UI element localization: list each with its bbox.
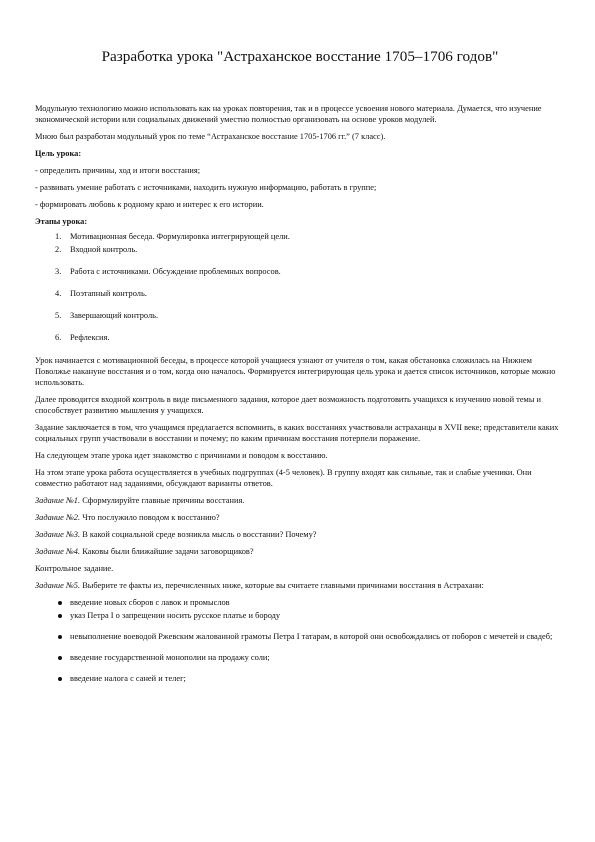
body-paragraph: Задание заключается в том, что учащимся предлагается вспомнить, в каких восстаниях участвовали астраханцы в XVII веке; представители каких социальных групп участвовали в восстании и почему; по каким причинам восстания потерпели поражение.	[35, 423, 559, 443]
list-item	[35, 310, 565, 321]
goal-item: - определить причины, ход и итоги восстания;	[35, 166, 201, 175]
list-item	[35, 673, 565, 684]
stages-heading: Этапы урока:	[35, 217, 88, 226]
list-item	[35, 288, 565, 299]
list-item	[35, 266, 565, 277]
list-item-text: Завершающий контроль.	[70, 311, 159, 320]
stages-list	[35, 231, 565, 343]
task-4	[35, 546, 565, 557]
list-item	[35, 332, 565, 343]
list-item	[35, 610, 565, 621]
list-item-text: Входной контроль.	[70, 245, 138, 254]
body-paragraph: На этом этапе урока работа осуществляется в учебных подгруппах (4-5 человек). В группу входят как сильные, так и слабые ученики. Они совместно работают над заданиями, обсуждают варианты ответов.	[35, 468, 532, 488]
list-item	[35, 231, 565, 242]
list-item	[35, 652, 565, 663]
control-label: Контрольное задание.	[35, 564, 114, 573]
bullet-icon	[58, 635, 62, 639]
list-item	[35, 244, 565, 255]
task-5	[35, 580, 565, 591]
list-item	[35, 597, 565, 608]
list-number: 3.	[55, 267, 62, 276]
list-number: 5.	[55, 311, 62, 320]
task-text: В какой социальной среде возникла мысль о восстании? Почему?	[80, 530, 317, 539]
list-item-text: Поэтапный контроль.	[70, 289, 147, 298]
causes-list	[35, 597, 565, 684]
goal-item: - формировать любовь к родному краю и интерес к его истории.	[35, 200, 264, 209]
list-number: 1.	[55, 232, 62, 241]
bullet-icon	[58, 614, 62, 618]
goal-heading: Цель урока:	[35, 149, 82, 158]
bullet-icon	[58, 656, 62, 660]
body-paragraph: На следующем этапе урока идет знакомство с причинами и поводом к восстанию.	[35, 451, 328, 460]
document-page	[35, 48, 565, 684]
task-text: Сформулируйте главные причины восстания.	[80, 496, 245, 505]
task-label: Задание №1.	[35, 496, 81, 505]
body-paragraph: Далее проводится входной контроль в виде письменного задания, которое дает возможность подготовить учащихся к изучению новой темы и способствует развитию мышления у учащихся.	[35, 395, 542, 415]
list-item-text: Мотивационная беседа. Формулировка интегрирующей цели.	[70, 232, 290, 241]
list-number: 6.	[55, 333, 62, 342]
task-label: Задание №2.	[35, 513, 81, 522]
body-paragraph: Урок начинается с мотивационной беседы, в процессе которой учащиеся узнают от учителя о том, какая обстановка сложилась на Нижнем Поволжье накануне восстания и о том, когда оно началось. Формируется интегрирующая цель урока и дается список источников, которые можно использовать.	[35, 356, 556, 387]
list-item-text: Работа с источниками. Обсуждение проблемных вопросов.	[70, 267, 281, 276]
task-2	[35, 512, 565, 523]
task-text: Что послужило поводом к восстанию?	[80, 513, 220, 522]
intro-paragraph: Модульную технологию можно использовать как на уроках повторения, так и в процессе усвоения нового материала. Думается, что изучение экономической истории или социальных движений уместно полностью организовать на основе уроков модулей.	[35, 104, 542, 124]
task-text: Выберите те факты из, перечисленных ниже, которые вы считаете главными причинами восстания в Астрахани:	[80, 581, 484, 590]
list-item-text: введение налога с саней и телег;	[70, 674, 186, 683]
intro-paragraph: Мною был разработан модульный урок по теме “Астраханское восстание 1705-1706 гг.” (7 класс).	[35, 132, 386, 141]
task-text: Каковы были ближайшие задачи заговорщиков?	[80, 547, 254, 556]
task-3	[35, 529, 565, 540]
list-number: 2.	[55, 245, 62, 254]
page-title: Разработка урока "Астраханское восстание 1705–1706 годов"	[101, 48, 499, 65]
task-label: Задание №4.	[35, 547, 81, 556]
list-number: 4.	[55, 289, 62, 298]
goal-item: - развивать умение работать с источниками, находить нужную информацию, работать в группе;	[35, 183, 377, 192]
task-label: Задание №3.	[35, 530, 81, 539]
task-1	[35, 495, 565, 506]
task-label: Задание №5.	[35, 581, 81, 590]
bullet-icon	[58, 677, 62, 681]
list-item	[35, 631, 565, 642]
list-item-text: указ Петра I о запрещении носить русское платье и бороду	[70, 611, 281, 620]
list-item-text: невыполнение воеводой Ржевским жалованной грамоты Петра I татарам, в которой они освобождались от поборов с мечетей и свадеб;	[70, 632, 553, 641]
list-item-text: Рефлексия.	[70, 333, 110, 342]
list-item-text: введение новых сборов с лавок и промыслов	[70, 598, 230, 607]
list-item-text: введение государственной монополии на продажу соли;	[70, 653, 270, 662]
bullet-icon	[58, 601, 62, 605]
